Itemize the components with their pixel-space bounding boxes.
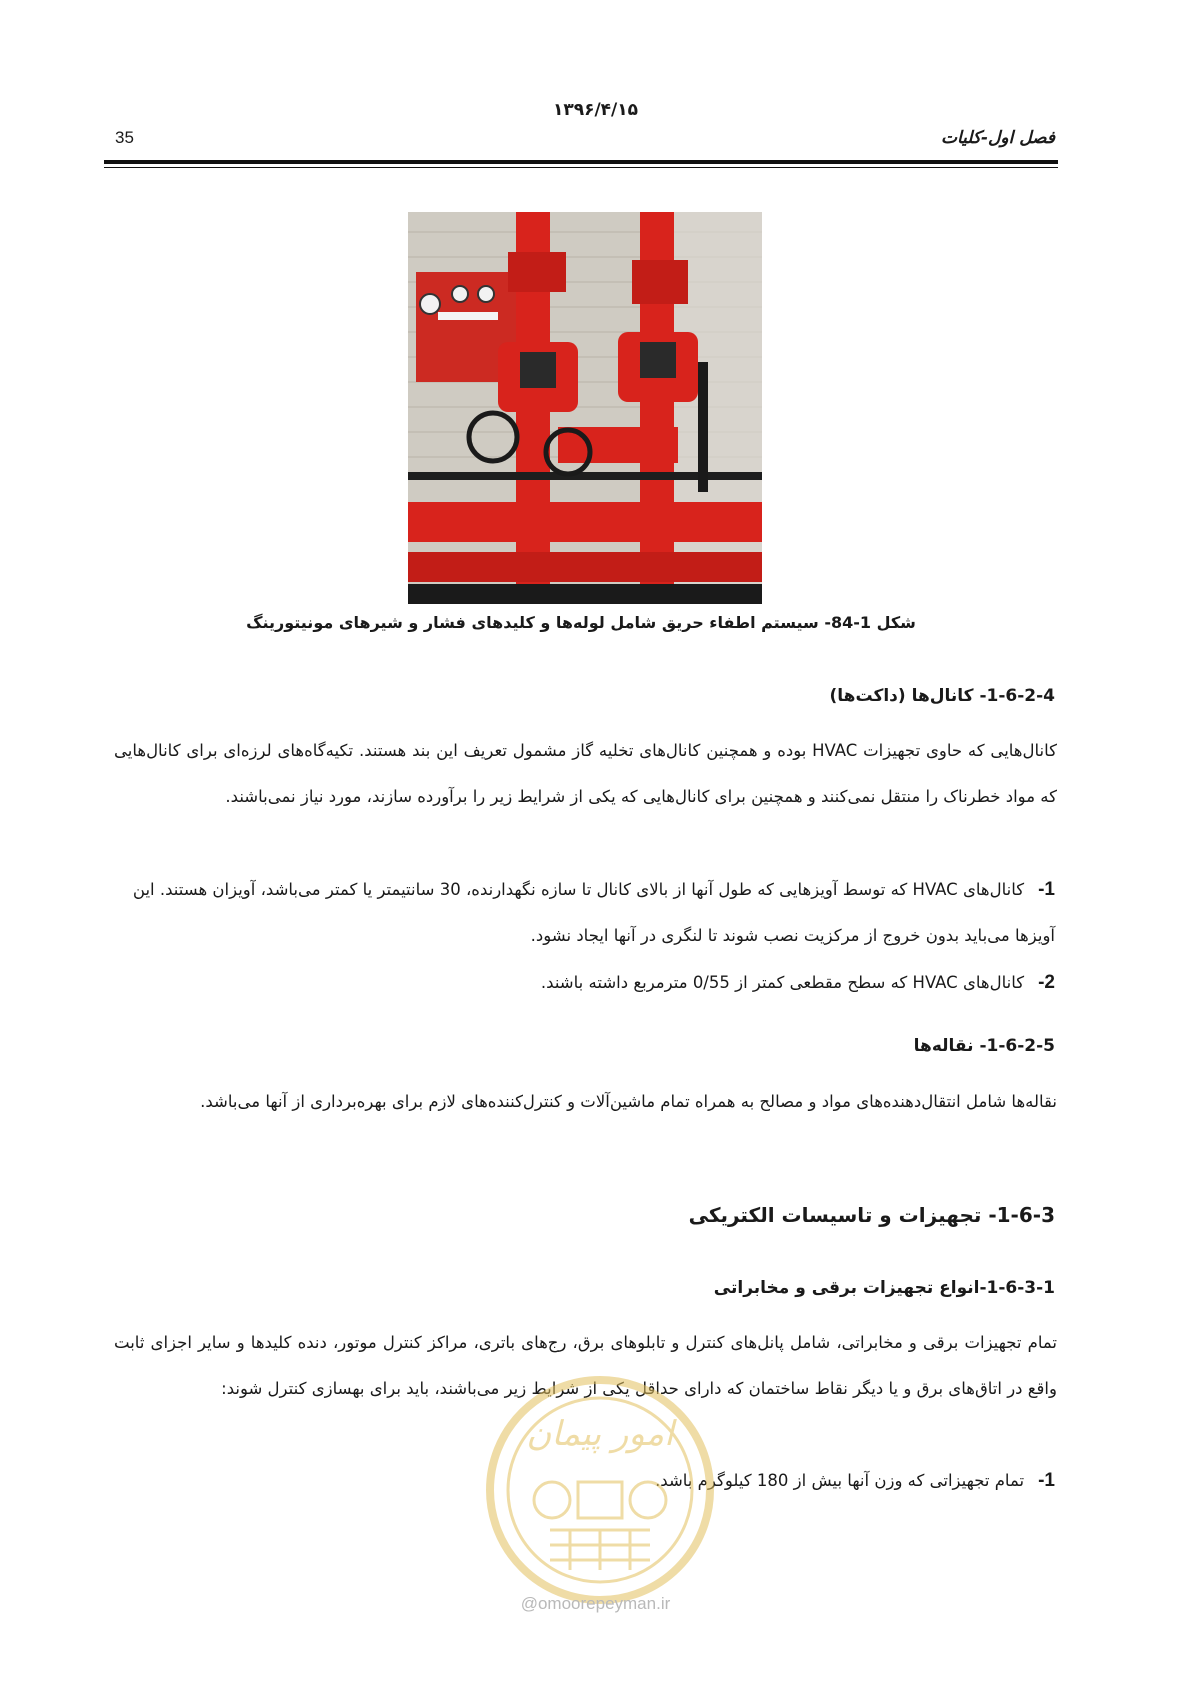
section-heading-electrical: 1-6-3- تجهیزات و تاسیسات الکتریکی (688, 1203, 1055, 1227)
header-rule (104, 160, 1058, 164)
section-heading-ducts: 1-6-2-4- کانال‌ها (داکت‌ها) (829, 686, 1055, 706)
fire-sprinkler-photo (408, 212, 762, 604)
list-item-text: کانال‌های HVAC که سطح مقطعی کمتر از 0/55 مترمربع داشته باشند. (540, 973, 1025, 992)
header-rule-thin (104, 167, 1058, 168)
section-heading-conveyors: 1-6-2-5- نقاله‌ها (913, 1036, 1055, 1056)
list-item-text: کانال‌های HVAC که توسط آویزهایی که طول آنها از بالای کانال تا سازه نگهدارنده، 30 سانتیمتر یا کمتر می‌باشد، آویزان هستند. این آویزها می‌باید بدون خروج از مرکزیت نصب شوند تا لنگری در آنها ایجاد نشود. (132, 880, 1055, 945)
list-item-text: تمام تجهیزاتی که وزن آنها بیش از 180 کیلوگرم باشد. (655, 1471, 1025, 1490)
list-item (125, 867, 1055, 959)
page-number: 35 (115, 128, 134, 147)
svg-text:امور پیمان: امور پیمان (526, 1414, 674, 1454)
conveyors-paragraph: نقاله‌ها شامل انتقال‌دهنده‌های مواد و مصالح به همراه تمام ماشین‌آلات و کنترل‌کننده‌های لازم برای بهره‌برداری از آنها می‌باشد. (200, 1092, 1057, 1111)
watermark-url: @omoorepeyman.ir (520, 1594, 671, 1613)
equipment-paragraph: تمام تجهیزات برقی و مخابراتی، شامل پانل‌های کنترل و تابلوهای برق، رج‌های باتری، مراکز کنترل موتور، دنده کلیدها و سایر اجزای ثابت واقع در اتاق‌های برق و یا دیگر نقاط ساختمان که دارای حداقل یکی از شرایط زیر می‌باشند، باید برای بهسازی کنترل شوند: (114, 1333, 1057, 1398)
ducts-paragraph: کانال‌هایی که حاوی تجهیزات HVAC بوده و همچنین کانال‌های تخلیه گاز مشمول تعریف این بند هستند. تکیه‌گاه‌های لرزه‌ای برای کانال‌هایی که مواد خطرناک را منتقل نمی‌کنند و همچنین برای کانال‌هایی که یکی از شرایط زیر را برآورده سازند، مورد نیاز نمی‌باشند. (114, 741, 1057, 806)
section-heading-equipment-types: 1-6-3-1-انواع تجهیزات برقی و مخابراتی (713, 1278, 1055, 1298)
header-date: ۱۳۹۶/۴/۱۵ (552, 100, 639, 120)
list-item-number: 1- (1038, 1470, 1055, 1491)
list-item (125, 960, 1055, 1006)
list-item-number: 1- (1038, 879, 1055, 900)
list-item-number: 2- (1038, 972, 1055, 993)
watermark-seal-logo (480, 1370, 720, 1620)
figure-caption: شکل 1-84- سیستم اطفاء حریق شامل لوله‌ها و کلیدهای فشار و شیرهای مونیتورینگ (246, 613, 916, 632)
chapter-title: فصل اول-کلیات (940, 128, 1055, 148)
